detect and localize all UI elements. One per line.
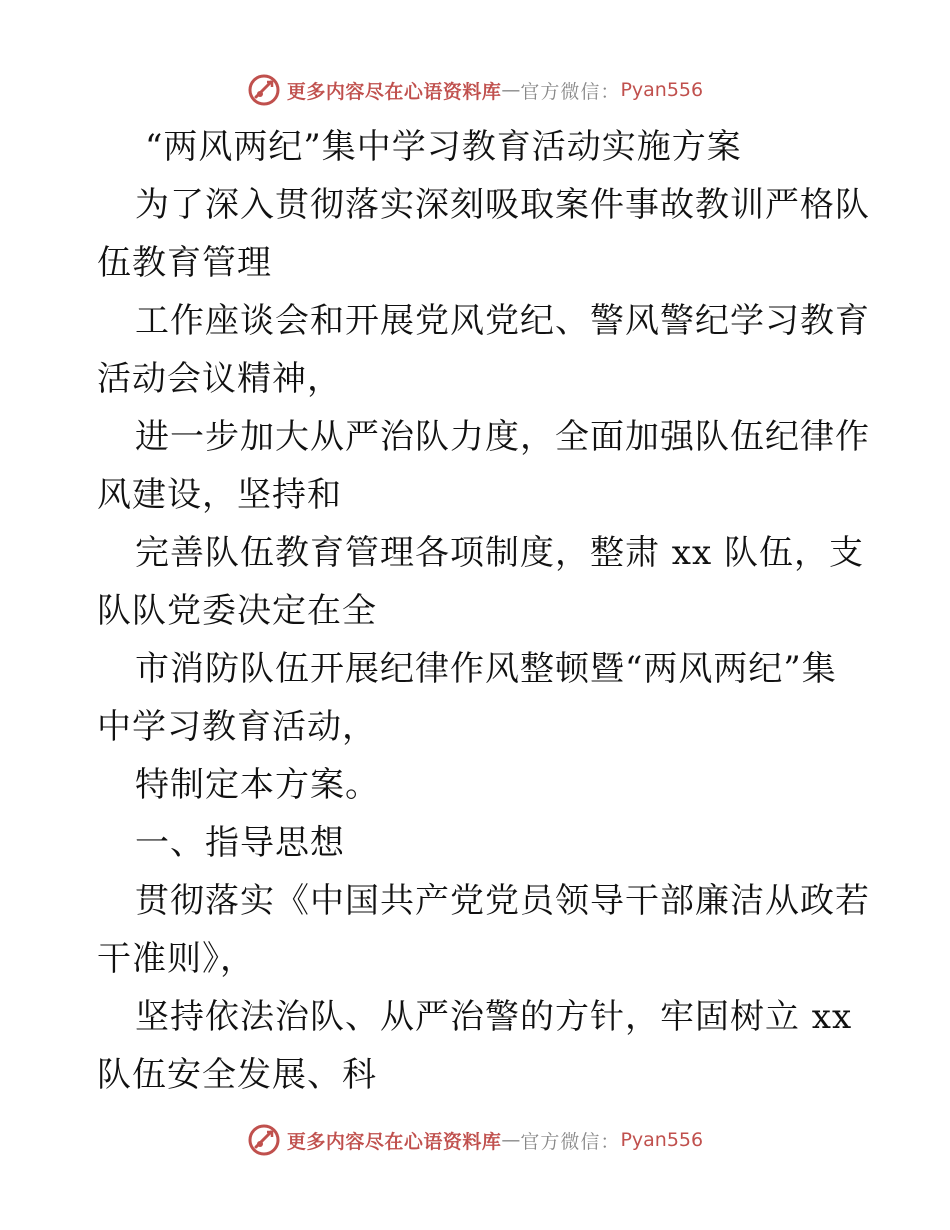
paragraph-line: 干准则》， — [97, 939, 255, 979]
paragraph-line: 工作座谈会和开展党风党纪、警风警纪学习教育 — [135, 301, 870, 341]
footer-watermark — [0, 1120, 950, 1160]
watermark-wechat-label: 官方微信： — [520, 80, 621, 103]
paragraph-line: 风建设，坚持和 — [97, 475, 342, 515]
section-heading: 一、指导思想 — [135, 823, 345, 863]
watermark-wechat-label: 官方微信： — [520, 1130, 621, 1153]
brand-logo-icon — [247, 1123, 281, 1157]
paragraph-line: 特制定本方案。 — [135, 765, 380, 805]
watermark-dash: — — [501, 1129, 521, 1151]
paragraph-line: 市消防队伍开展纪律作风整顿暨“两风两纪”集 — [135, 649, 837, 689]
paragraph-line: 坚持依法治队、从严治警的方针，牢固树立 xx — [135, 997, 853, 1037]
paragraph-line: 队伍安全发展、科 — [97, 1055, 377, 1095]
paragraph-line: 为了深入贯彻落实深刻吸取案件事故教训严格队 — [135, 185, 870, 225]
watermark-wechat-id: Pyan556 — [620, 79, 704, 101]
paragraph-line: 队队党委决定在全 — [97, 591, 377, 631]
paragraph-line: 中学习教育活动， — [97, 707, 377, 747]
watermark-wechat-id: Pyan556 — [620, 1129, 704, 1151]
document-title: “两风两纪”集中学习教育活动实施方案 — [145, 127, 742, 167]
watermark-brand: 更多内容尽在心语资料库 — [286, 1130, 502, 1153]
paragraph-line: 活动会议精神， — [97, 359, 342, 399]
watermark-brand: 更多内容尽在心语资料库 — [286, 80, 502, 103]
paragraph-line: 贯彻落实《中国共产党党员领导干部廉洁从政若 — [135, 881, 870, 921]
watermark-dash: — — [501, 79, 521, 101]
paragraph-line: 进一步加大从严治队力度，全面加强队伍纪律作 — [135, 417, 870, 457]
paragraph-line: 伍教育管理 — [97, 243, 272, 283]
header-watermark — [0, 70, 950, 110]
document-body — [97, 118, 870, 1104]
brand-logo-icon — [247, 73, 281, 107]
paragraph-line: 完善队伍教育管理各项制度，整肃 xx 队伍，支 — [135, 533, 864, 573]
